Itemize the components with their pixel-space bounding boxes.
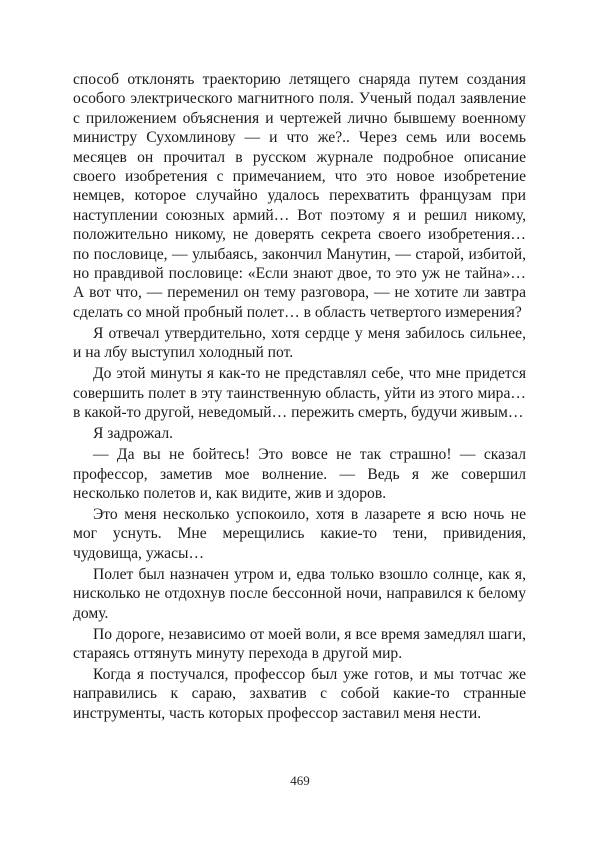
paragraph-continued: способ отклонять траекторию летящего снаряда путем создания особого электрического магнитного поля. Ученый подал заявление с приложением объяснения и чертежей лично бывшему военному министру Сухомлинову — и что же?.. Через семь или восемь месяцев он прочитал в русском журнале подробное описание своего изобретения с примечанием, что это новое изобретение немцев, которое случайно удалось перехватить французам при наступлении союзных армий… Вот поэтому я и решил никому, положительно никому, не доверять секрета своего изобретения… по пословице, — улыбаясь, закончил Манутин, — старой, избитой, но правдивой пословице: «Если знают двое, то это уж не тайна»… А вот что, — переменил он тему разговора, — не хотите ли завтра сделать со мной пробный полет… в область четвертого измерения? [73,71,526,321]
page-number: 469 [290,773,310,788]
paragraph: По дороге, независимо от моей воли, я все время замедлял шаги, стараясь оттянуть минуту перехода в другой мир. [73,625,526,662]
paragraph: Это меня несколько успокоило, хотя в лазарете я всю ночь не мог уснуть. Мне мерещились какие-то тени, привидения, чудовища, ужасы… [73,505,526,562]
paragraph: — Да вы не бойтесь! Это вовсе не так страшно! — сказал профессор, заметив мое волнение. — Ведь я же совершил несколько полетов и, как видите, жив и здоров. [73,446,526,502]
paragraph: Когда я постучался, профессор был уже готов, и мы тотчас же направились к сараю, захватив с собой какие-то странные инструменты, часть которых профессор заставил меня нести. [73,665,526,722]
paragraph: Полет был назначен утром и, едва только взошло солнце, как я, нисколько не отдохнув после бессонной ночи, направился к белому дому. [73,565,526,622]
paragraph: Я задрожал. [93,425,174,443]
paragraph: Я отвечал утвердительно, хотя сердце у меня забилось сильнее, и на лбу выступил холодный пот. [73,324,526,362]
body-text [73,70,526,725]
paragraph: До этой минуты я как-то не представлял себе, что мне придется совершить полет в эту таинственную область, уйти из этого мира… в какой-то другой, неведомый… пережить смерть, будучи живым… [73,365,526,422]
